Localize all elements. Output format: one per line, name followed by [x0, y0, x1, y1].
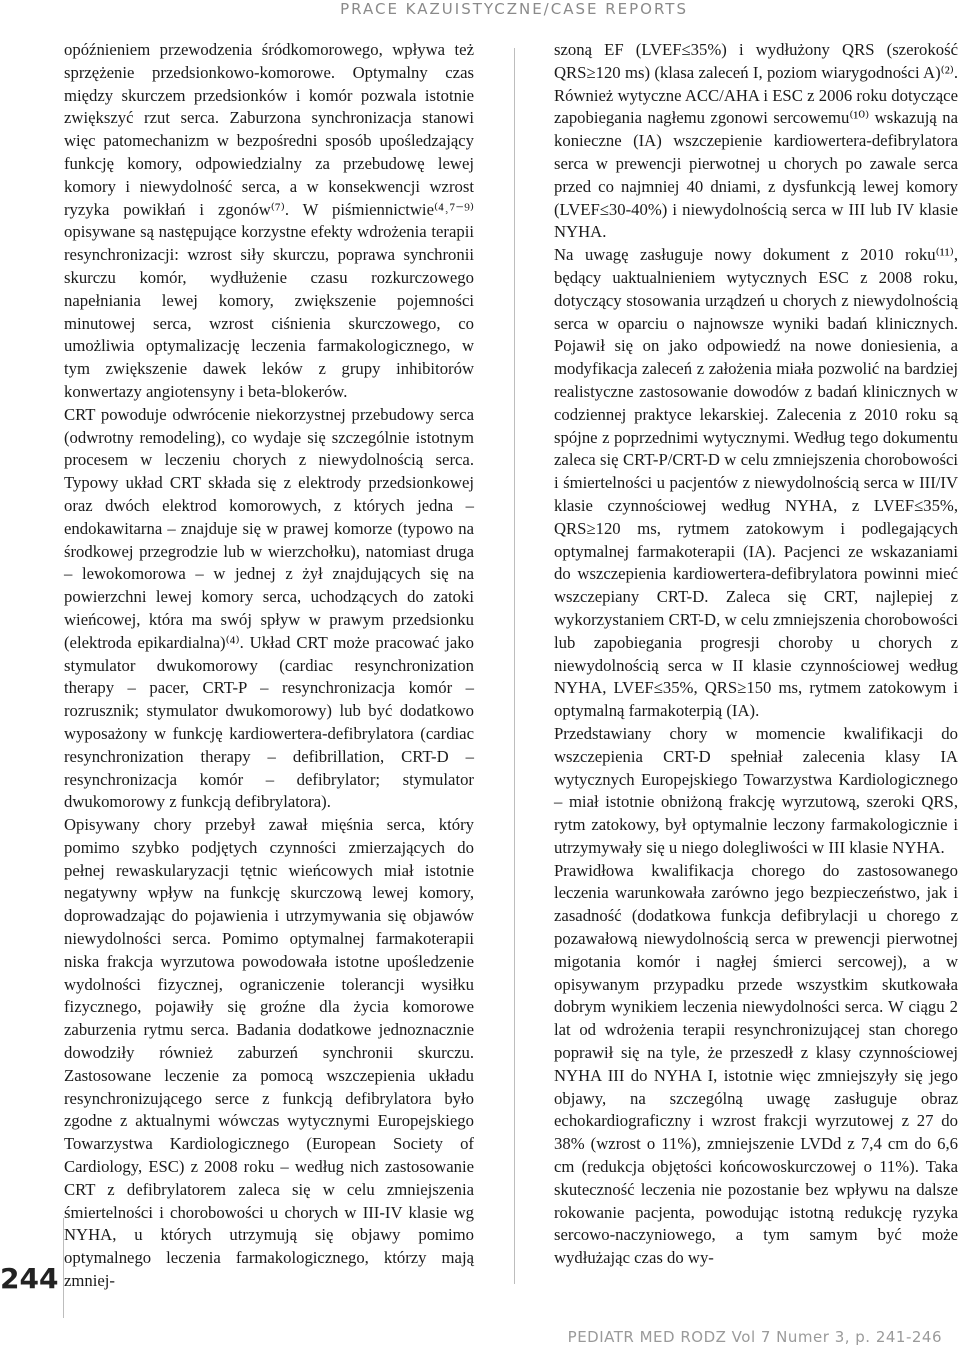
left-column [64, 39, 474, 1293]
left-paragraph-2: CRT powoduje odwrócenie niekorzystnej przebudowy serca (odwrotny remodeling), co wydaje się szczególnie istotnym procesem w leczeniu chorych z niewydolnością serca. Typowy układ CRT składa się z elektrody przedsionkowej oraz dwóch elektrod komorowych, z których jedna – endokawitarna – znajduje się w prawej komorze (typowo na środkowej przegrodzie lub w wierzchołku), natomiast druga – lewokomorowa – w jednej z żył znajdujących się na powierzchni lewej komory serca, uchodzących do zatoki wieńcowej, która ma swój spływ w prawym przedsionku (elektroda epikardialna)⁽⁴⁾. Układ CRT może pracować jako stymulator dwukomorowy (cardiac resynchronization therapy – pacer, CRT-P – resynchronizacja komór – rozrusznik; stymulator dwukomorowy) lub być dodatkowo wyposażony w funkcję kardiowertera-defibrylatora (cardiac resynchronization therapy – defibrillation, CRT-D – resynchronizacja komór – defibrylator; stymulator dwukomorowy z funkcją defibrylatora). [64, 404, 474, 812]
page-number-rule [63, 1218, 64, 1318]
running-head: PRACE KAZUISTYCZNE/CASE REPORTS [340, 0, 688, 18]
right-paragraph-4: Prawidłowa kwalifikacja chorego do zastosowanego leczenia warunkowała zarówno jego bezpieczeństwo, jak i zasadność (dodatkowa funkcja defibrylacji u chorego z pozawałową niewydolnością serca w prewencji pierwotnej migotania komór i nagłej śmierci sercowej), a w opisywanym przypadku przede wszystkim skutkowała dobrym wynikiem leczenia niewydolności serca. W ciągu 2 lat od wdrożenia terapii resynchronizującej stan chorego poprawił się na tyle, że przeszedł z klasy czynnościowej NYHA III do NYHA I, istotnie więc zmniejszyły się jego objawy, na szczególną uwagę zasługuje obraz echokardiograficzny i wzrost frakcji wyrzutowej z 27 do 38% (wzrost o 11%), zmniejszenie LVDd z 7,4 cm do 6,6 cm (redukcja objętości końcowoskurczowej o 11%). Taka skuteczność leczenia nie pozostanie bez wpływu na dalsze rokowanie pacjenta, powodując istotną redukcję ryzyka sercowo-naczyniowego, a tym samym być może wydłużając czas do wy- [554, 860, 958, 1268]
right-column [554, 39, 958, 1270]
page-number: 244 [0, 1262, 59, 1295]
column-divider [514, 48, 515, 1284]
right-paragraph-2: Na uwagę zasługuje nowy dokument z 2010 roku⁽¹¹⁾, będący uaktualnieniem wytycznych ESC z 2008 roku, dotyczący stosowania urządzeń u chorych z niewydolnością serca w oparciu o najnowsze wyniki badań klinicznych. Pojawił się on jako odpowiedź na nowe doniesienia, a modyfikacja zaleceń z założenia miała pozwolić na bardziej realistyczne zastosowanie dowodów z badań klinicznych w codziennej praktyce lekarskiej. Zalecenia z 2010 roku są spójne z poprzednimi wytycznymi. Według tego dokumentu zaleca się CRT-P/CRT-D w celu zmniejszenia chorobowości i śmiertelności u pacjentów z niewydolnością serca w III/IV klasie czynnościowej według NYHA, z LVEF≤35%, QRS≥120 ms, rytmem zatokowym i podlegających optymalnej farmakoterapii (IA). Pacjenci ze wskazaniami do wszczepienia kardiowertera-defibrylatora powinni mieć wszczepiany CRT-D. Zaleca się CRT, najlepiej z wykorzystaniem CRT-D, w celu zmniejszenia chorobowości lub zapobiegania progresji choroby u chorych z niewydolnością serca w II klasie czynnościowej według NYHA, LVEF≤35%, QRS≥150 ms, rytmem zatokowym i optymalną farmakoterpią (IA). [554, 245, 958, 721]
right-paragraph-1: szoną EF (LVEF≤35%) i wydłużony QRS (szerokość QRS≥120 ms) (klasa zaleceń I, poziom wiarygodności A)⁽²⁾. Również wytyczne ACC/AHA i ESC z 2006 roku dotyczące zapobiegania nagłemu zgonowi sercowemu⁽¹⁰⁾ wskazują na konieczne (IA) wszczepienie kardiowertera-defibrylatora serca w prewencji pierwotnej u chorych po zawale serca przed co najmniej 40 dniami, z dysfunkcją lewej komory (LVEF≤30-40%) i niewydolnością serca w III lub IV klasie NYHA. [554, 40, 958, 242]
left-paragraph-3: Opisywany chory przebył zawał mięśnia serca, który pomimo szybko podjętych czynności zmierzających do pełnej rewaskularyzacji tętnic wieńcowych miał istotnie negatywny wpływ na funkcję skurczową lewej komory, doprowadzając do pojawienia i utrzymywania się objawów niewydolności serca. Pomimo optymalnej farmakoterapii niska frakcja wyrzutowa powodowała istotne upośledzenie wydolności fizycznej, ograniczenie tolerancji wysiłku fizycznego, pojawiły się groźne dla życia komorowe zaburzenia rytmu serca. Badania dodatkowe jednoznacznie dowodziły również zaburzeń synchronii skurczu. Zastosowane leczenie za pomocą wszczepienia układu resynchronizującego serce z funkcją defibrylatora było zgodne z aktualnymi wówczas wytycznymi Europejskiego Towarzystwa Kardiologicznego (European Society of Cardiology, ESC) z 2008 roku – według nich zastosowanie CRT z defibrylatorem zaleca się w celu zmniejszenia śmiertelności i chorobowości u chorych w III-IV klasie wg NYHA, u których utrzymują się objawy pomimo optymalnego leczenia farmakologicznego, którzy mają zmniej- [64, 815, 474, 1291]
right-paragraph-3: Przedstawiany chory w momencie kwalifikacji do wszczepienia CRT-D spełniał zalecenia klasy IA wytycznych Europejskiego Towarzystwa Kardiologicznego – miał istotnie obniżoną frakcję wyrzutową, szeroki QRS, rytm zatokowy, był optymalnie leczony farmakologicznie i utrzymywały się u niego dolegliwości w III klasie NYHA. [554, 723, 958, 857]
journal-citation: PEDIATR MED RODZ Vol 7 Numer 3, p. 241-246 [567, 1328, 942, 1346]
left-paragraph-1: opóźnieniem przewodzenia śródkomorowego, wpływa też sprzężenie przedsionkowo-komorowe. Optymalny czas między skurczem przedsionków i komór pozwala istotnie zwiększyć rzut serca. Zaburzona synchronizacja stanowi więc patomechanizm w bezpośredni sposób upośledzający funkcję komory, odpowiedzialny za przebudowę lewej komory i niewydolność serca, a w konsekwencji wzrost ryzyka powikłań i zgonów⁽⁷⁾. W piśmiennictwie⁽⁴˒⁷⁻⁹⁾ opisywane są następujące korzystne efekty wdrożenia terapii resynchronizacji: wzrost siły skurczu, poprawa synchronii skurczu komór, wydłużenie czasu rozkurczowego napełniania lewej komory, zwiększenie pojemności minutowej serca, wzrost ciśnienia skurczowego, co umożliwia optymalizację leczenia farmakologicznego, w tym zwiększenie dawek leków z grupy inhibitorów konwertazy angiotensyny i beta-blokerów. [64, 40, 474, 401]
